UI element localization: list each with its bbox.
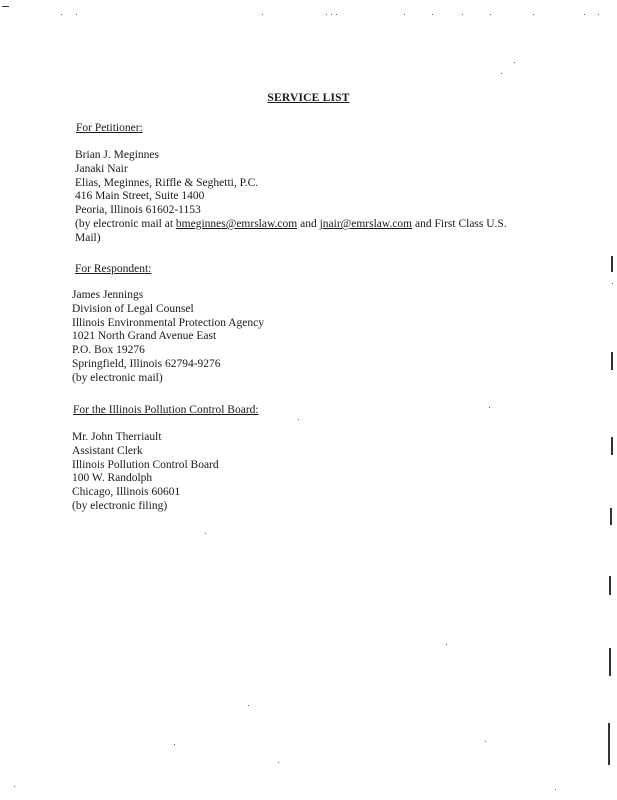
- email-link[interactable]: jnair@emrslaw.com: [319, 217, 413, 230]
- scan-mark: [446, 644, 447, 645]
- scan-mark: [462, 14, 463, 15]
- address-line: Mr. John Therriault: [72, 431, 162, 443]
- scan-mark: [326, 14, 327, 15]
- petitioner-address-block: [75, 149, 507, 246]
- scan-mark: [514, 62, 515, 63]
- address-line: P.O. Box 19276: [72, 344, 145, 357]
- service-method-line: (by electronic mail at bmeginnes@emrslaw.com and jnair@emrslaw.com and First Class U.S.: [75, 217, 507, 230]
- scan-mark: [278, 762, 279, 763]
- scan-mark: [533, 14, 534, 15]
- scan-mark: [490, 14, 491, 15]
- scan-mark: [2, 6, 9, 7]
- scan-mark: [610, 508, 612, 525]
- address-line: Division of Legal Counsel: [72, 302, 194, 315]
- address-line: James Jennings: [72, 289, 144, 301]
- address-line: Elias, Meginnes, Riffle & Seghetti, P.C.: [75, 176, 259, 189]
- scan-mark: [432, 14, 433, 15]
- petitioner-heading: For Petitioner:: [76, 122, 143, 134]
- scan-mark: [336, 14, 337, 15]
- scan-mark: [262, 14, 263, 15]
- address-line: Janaki Nair: [75, 162, 128, 175]
- respondent-address-block: [72, 289, 264, 386]
- board-address-block: [72, 431, 219, 514]
- scan-mark: [501, 73, 502, 74]
- scan-mark: [76, 14, 77, 15]
- scan-mark: [584, 14, 585, 15]
- address-line: Peoria, Illinois 61602-1153: [75, 204, 201, 217]
- scan-mark: [404, 14, 405, 15]
- scan-mark: [555, 789, 556, 790]
- scan-mark: [608, 723, 610, 765]
- scan-mark: [61, 14, 62, 15]
- address-line: (by electronic filing): [72, 499, 168, 512]
- address-line: 1021 North Grand Avenue East: [72, 330, 217, 343]
- scan-mark: [14, 786, 15, 787]
- scan-mark: [205, 533, 206, 534]
- scan-mark: [609, 576, 611, 595]
- address-line: Brian J. Meginnes: [75, 149, 160, 161]
- email-link[interactable]: bmeginnes@emrslaw.com: [175, 217, 298, 230]
- address-line: (by electronic mail): [72, 371, 163, 384]
- service-method-line: Mail): [75, 231, 101, 244]
- scan-mark: [598, 14, 599, 15]
- scan-mark: [485, 741, 486, 742]
- scan-mark: [331, 14, 332, 15]
- scan-mark: [298, 419, 299, 420]
- address-line: Illinois Environmental Protection Agency: [72, 316, 264, 329]
- address-line: 100 W. Randolph: [72, 472, 153, 485]
- scan-mark: [174, 744, 175, 745]
- scan-mark: [612, 283, 613, 284]
- address-line: Assistant Clerk: [72, 444, 143, 457]
- address-line: 416 Main Street, Suite 1400: [75, 190, 205, 203]
- board-heading: For the Illinois Pollution Control Board:: [73, 404, 259, 416]
- scan-mark: [489, 407, 490, 408]
- address-line: Chicago, Illinois 60601: [72, 486, 181, 499]
- scan-mark: [611, 437, 613, 455]
- scan-mark: [611, 256, 613, 272]
- respondent-heading: For Respondent:: [75, 263, 152, 275]
- page-title: SERVICE LIST: [267, 92, 350, 104]
- address-line: Illinois Pollution Control Board: [72, 458, 219, 471]
- scan-mark: [611, 352, 613, 370]
- address-line: Springfield, Illinois 62794-9276: [72, 357, 221, 370]
- scan-mark: [609, 648, 611, 676]
- scan-mark: [248, 705, 249, 706]
